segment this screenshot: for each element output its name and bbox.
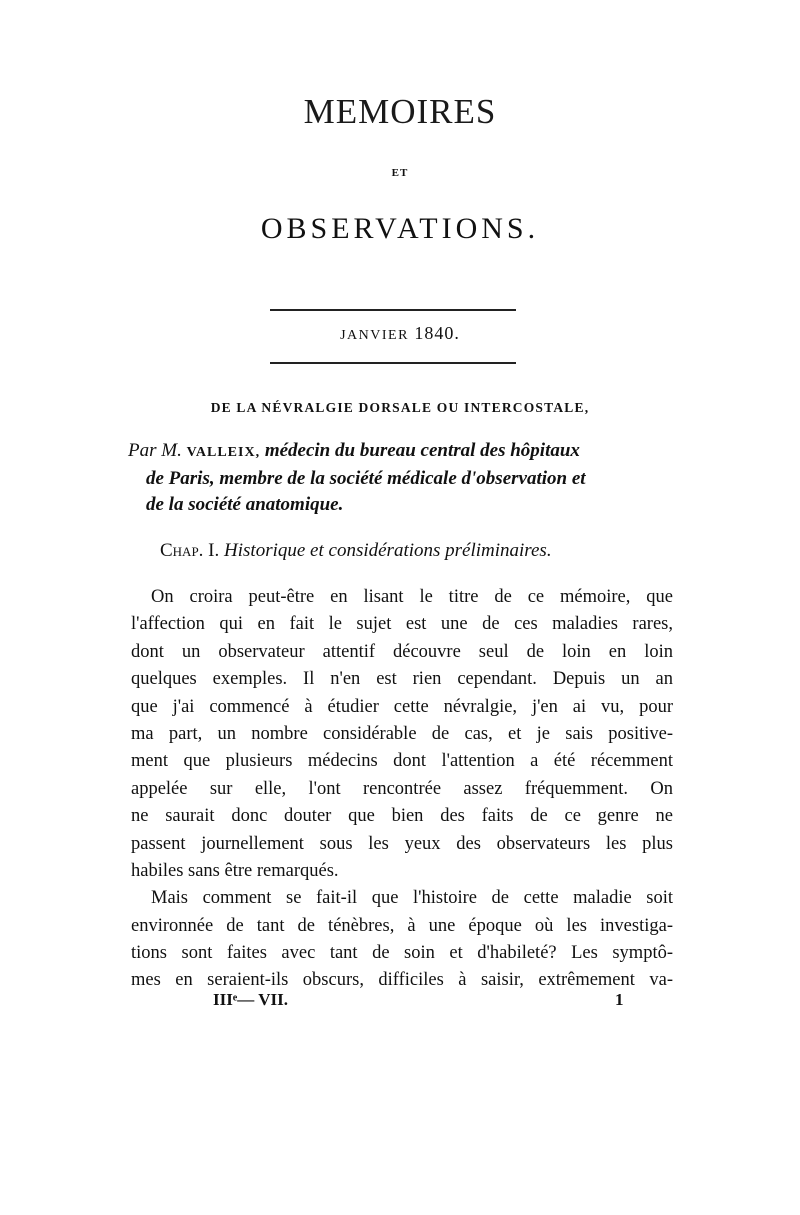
page-number: 1 xyxy=(615,990,624,1009)
chapter-title: Historique et considérations préliminaires. xyxy=(224,540,552,561)
section-subtitle: OBSERVATIONS. xyxy=(260,212,540,245)
body-line: appelée sur elle, l'ont rencontrée assez fréquemment. On xyxy=(131,778,673,799)
byline-line-1 xyxy=(128,438,673,466)
body-line: ment que plusieurs médecins dont l'attention a été récemment xyxy=(131,751,673,772)
body-line: tions sont faites avec tant de soin et d'habileté? Les symptô- xyxy=(131,943,673,964)
signature-mark: IIIᵉ— VII. xyxy=(213,990,288,1009)
body-line: On croira peut-être en lisant le titre de ce mémoire, que xyxy=(151,587,673,607)
chapter-heading xyxy=(160,540,680,562)
bottom-rule-divider xyxy=(270,362,516,364)
body-text xyxy=(131,584,673,995)
issue-year: 1840. xyxy=(414,323,460,343)
body-line: l'affection qui en fait le sujet est une de ces maladies rares, xyxy=(131,614,673,635)
author-name: VALLEIX, xyxy=(186,445,261,460)
author-title: médecin du bureau central des hôpitaux xyxy=(264,440,580,461)
issue-month: JANVIER xyxy=(340,328,409,343)
author-byline xyxy=(128,438,673,518)
byline-line-3: de la société anatomique. xyxy=(146,494,344,515)
page-footer xyxy=(0,990,800,1014)
body-line: Mais comment se fait-il que l'histoire de cette maladie soit xyxy=(151,888,673,909)
body-line: mes en seraient-ils obscurs, difficiles à saisir, extrêmement va- xyxy=(131,970,673,991)
chapter-label: Chap. I. xyxy=(160,540,220,561)
body-line: ne saurait donc douter que bien des faits de ce genre ne xyxy=(131,806,673,827)
body-line: environnée de tant de ténèbres, à une époque où les investiga- xyxy=(131,915,673,936)
section-title: MEMOIRES xyxy=(303,92,497,131)
top-rule-divider xyxy=(270,309,516,311)
article-heading: DE LA NÉVRALGIE DORSALE OU INTERCOSTALE, xyxy=(210,400,590,415)
byline-line-2: de Paris, membre de la société médicale d'observation et xyxy=(146,468,586,489)
title-conjunction: ET xyxy=(391,167,409,179)
body-line: que j'ai commencé à étudier cette névralgie, j'en ai vu, pour xyxy=(131,696,673,717)
byline-par: Par M. xyxy=(128,440,182,461)
body-line: quelques exemples. Il n'en est rien cependant. Depuis un an xyxy=(131,669,673,690)
body-line: passent journellement sous les yeux des observateurs les plus xyxy=(131,833,673,854)
body-line: ma part, un nombre considérable de cas, et je sais positive- xyxy=(131,723,673,744)
body-line: habiles sans être remarqués. xyxy=(131,860,339,881)
issue-date xyxy=(0,323,800,344)
body-line: dont un observateur attentif découvre seul de loin en loin xyxy=(131,641,673,662)
